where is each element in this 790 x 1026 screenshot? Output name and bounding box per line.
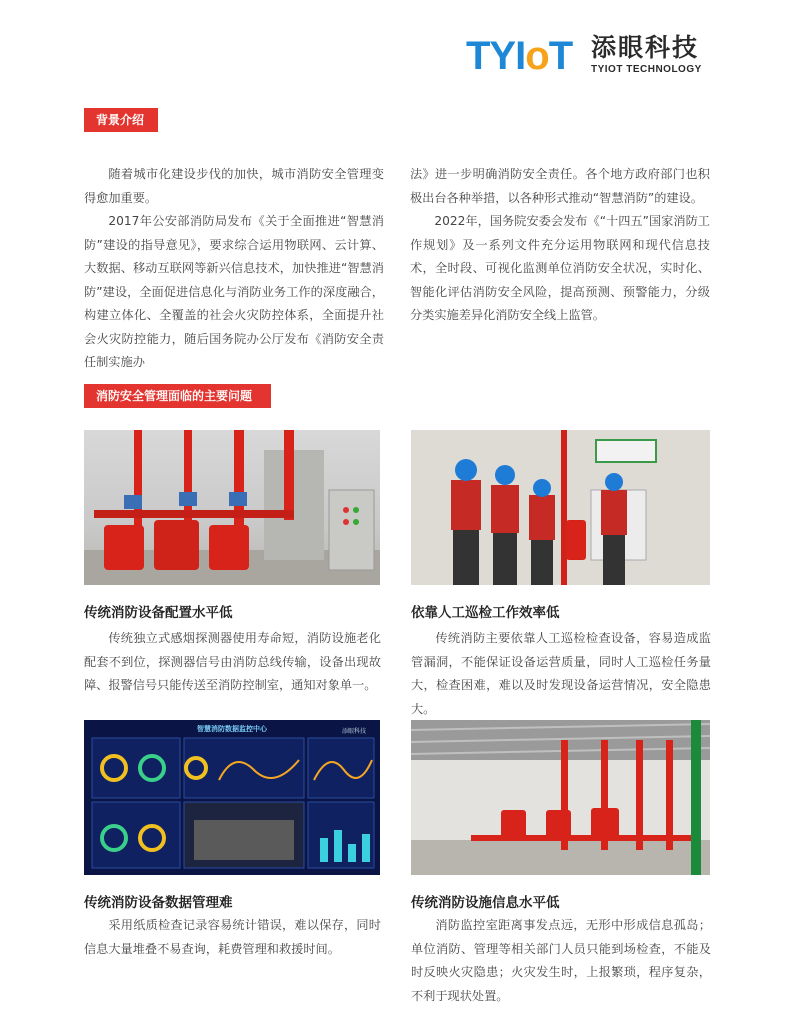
pipe-room-photo: [411, 720, 710, 875]
logo-name-en: TYIOT TECHNOLOGY: [591, 64, 702, 75]
dashboard-brand: 添眼科技: [341, 728, 366, 735]
problem-text-4: [411, 914, 711, 1008]
problem-text-2: [411, 627, 711, 721]
problem-title-4: 传统消防设施信息水平低: [411, 895, 560, 911]
paragraph: 采用纸质检查记录容易统计错误，难以保存，同时信息大量堆叠不易查询，耗费管理和救援时间。: [84, 918, 381, 956]
section-tag-background: 背景介绍: [84, 108, 158, 132]
section-tag-problems: 消防安全管理面临的主要问题: [84, 384, 271, 408]
problem-text-3: [84, 914, 381, 961]
paragraph: 法》进一步明确消防安全责任。各个地方政府部门也积极出台各种举措，以各种形式推动“智慧消防”的建设。: [410, 167, 710, 205]
paragraph: 随着城市化建设步伐的加快，城市消防安全管理变得愈加重要。: [84, 167, 384, 205]
logo-mark: TYIoT: [466, 34, 573, 78]
paragraph: 2017年公安部消防局发布《关于全面推进“智慧消防”建设的指导意见》，要求综合运用物联网、云计算、大数据、移动互联网等新兴信息技术，加快推进“智慧消防”建设，全面促进信息化与消防业务工作的深度融合，构建立体化、全覆盖的社会火灾防控体系，全面提升社会火灾防控能力，随后国务院办公厅发布《消防安全责任制实施办: [84, 214, 384, 369]
background-text-left: [84, 163, 384, 375]
problem-title-2: 依靠人工巡检工作效率低: [411, 605, 560, 621]
paragraph: 传统消防主要依靠人工巡检检查设备，容易造成监管漏洞，不能保证设备运营质量，同时人工巡检任务量大，检查困难，难以及时发现设备运营情况，安全隐患大。: [411, 631, 711, 716]
problem-text-1: [84, 627, 381, 698]
inspection-workers-photo: [411, 430, 710, 585]
paragraph: 消防监控室距离事发点远，无形中形成信息孤岛；单位消防、管理等相关部门人员只能到场检查，不能及时反映火灾隐患；火灾发生时，上报繁琐，程序复杂，不利于现状处置。: [411, 918, 711, 1003]
background-text-right: [410, 163, 710, 328]
dashboard-title: 智慧消防数据监控中心: [197, 725, 267, 733]
paragraph: 传统独立式感烟探测器使用寿命短，消防设施老化配套不到位，探测器信号由消防总线传输，设备出现故障、报警信号只能传送至消防控制室，通知对象单一。: [84, 631, 381, 692]
problem-title-1: 传统消防设备配置水平低: [84, 605, 233, 621]
problem-title-3: 传统消防设备数据管理难: [84, 895, 233, 911]
paragraph: 2022年，国务院安委会发布《“十四五”国家消防工作规划》及一系列文件充分运用物联网和现代信息技术，全时段、可视化监测单位消防安全状况，实时化、智能化评估消防安全风险，提高预测、预警能力，分级分类实施差异化消防安全线上监管。: [410, 214, 710, 322]
monitoring-dashboard-photo: [84, 720, 380, 875]
fire-pump-photo: [84, 430, 380, 585]
company-logo: [466, 34, 716, 82]
logo-name-cn: 添眼科技: [591, 33, 700, 62]
